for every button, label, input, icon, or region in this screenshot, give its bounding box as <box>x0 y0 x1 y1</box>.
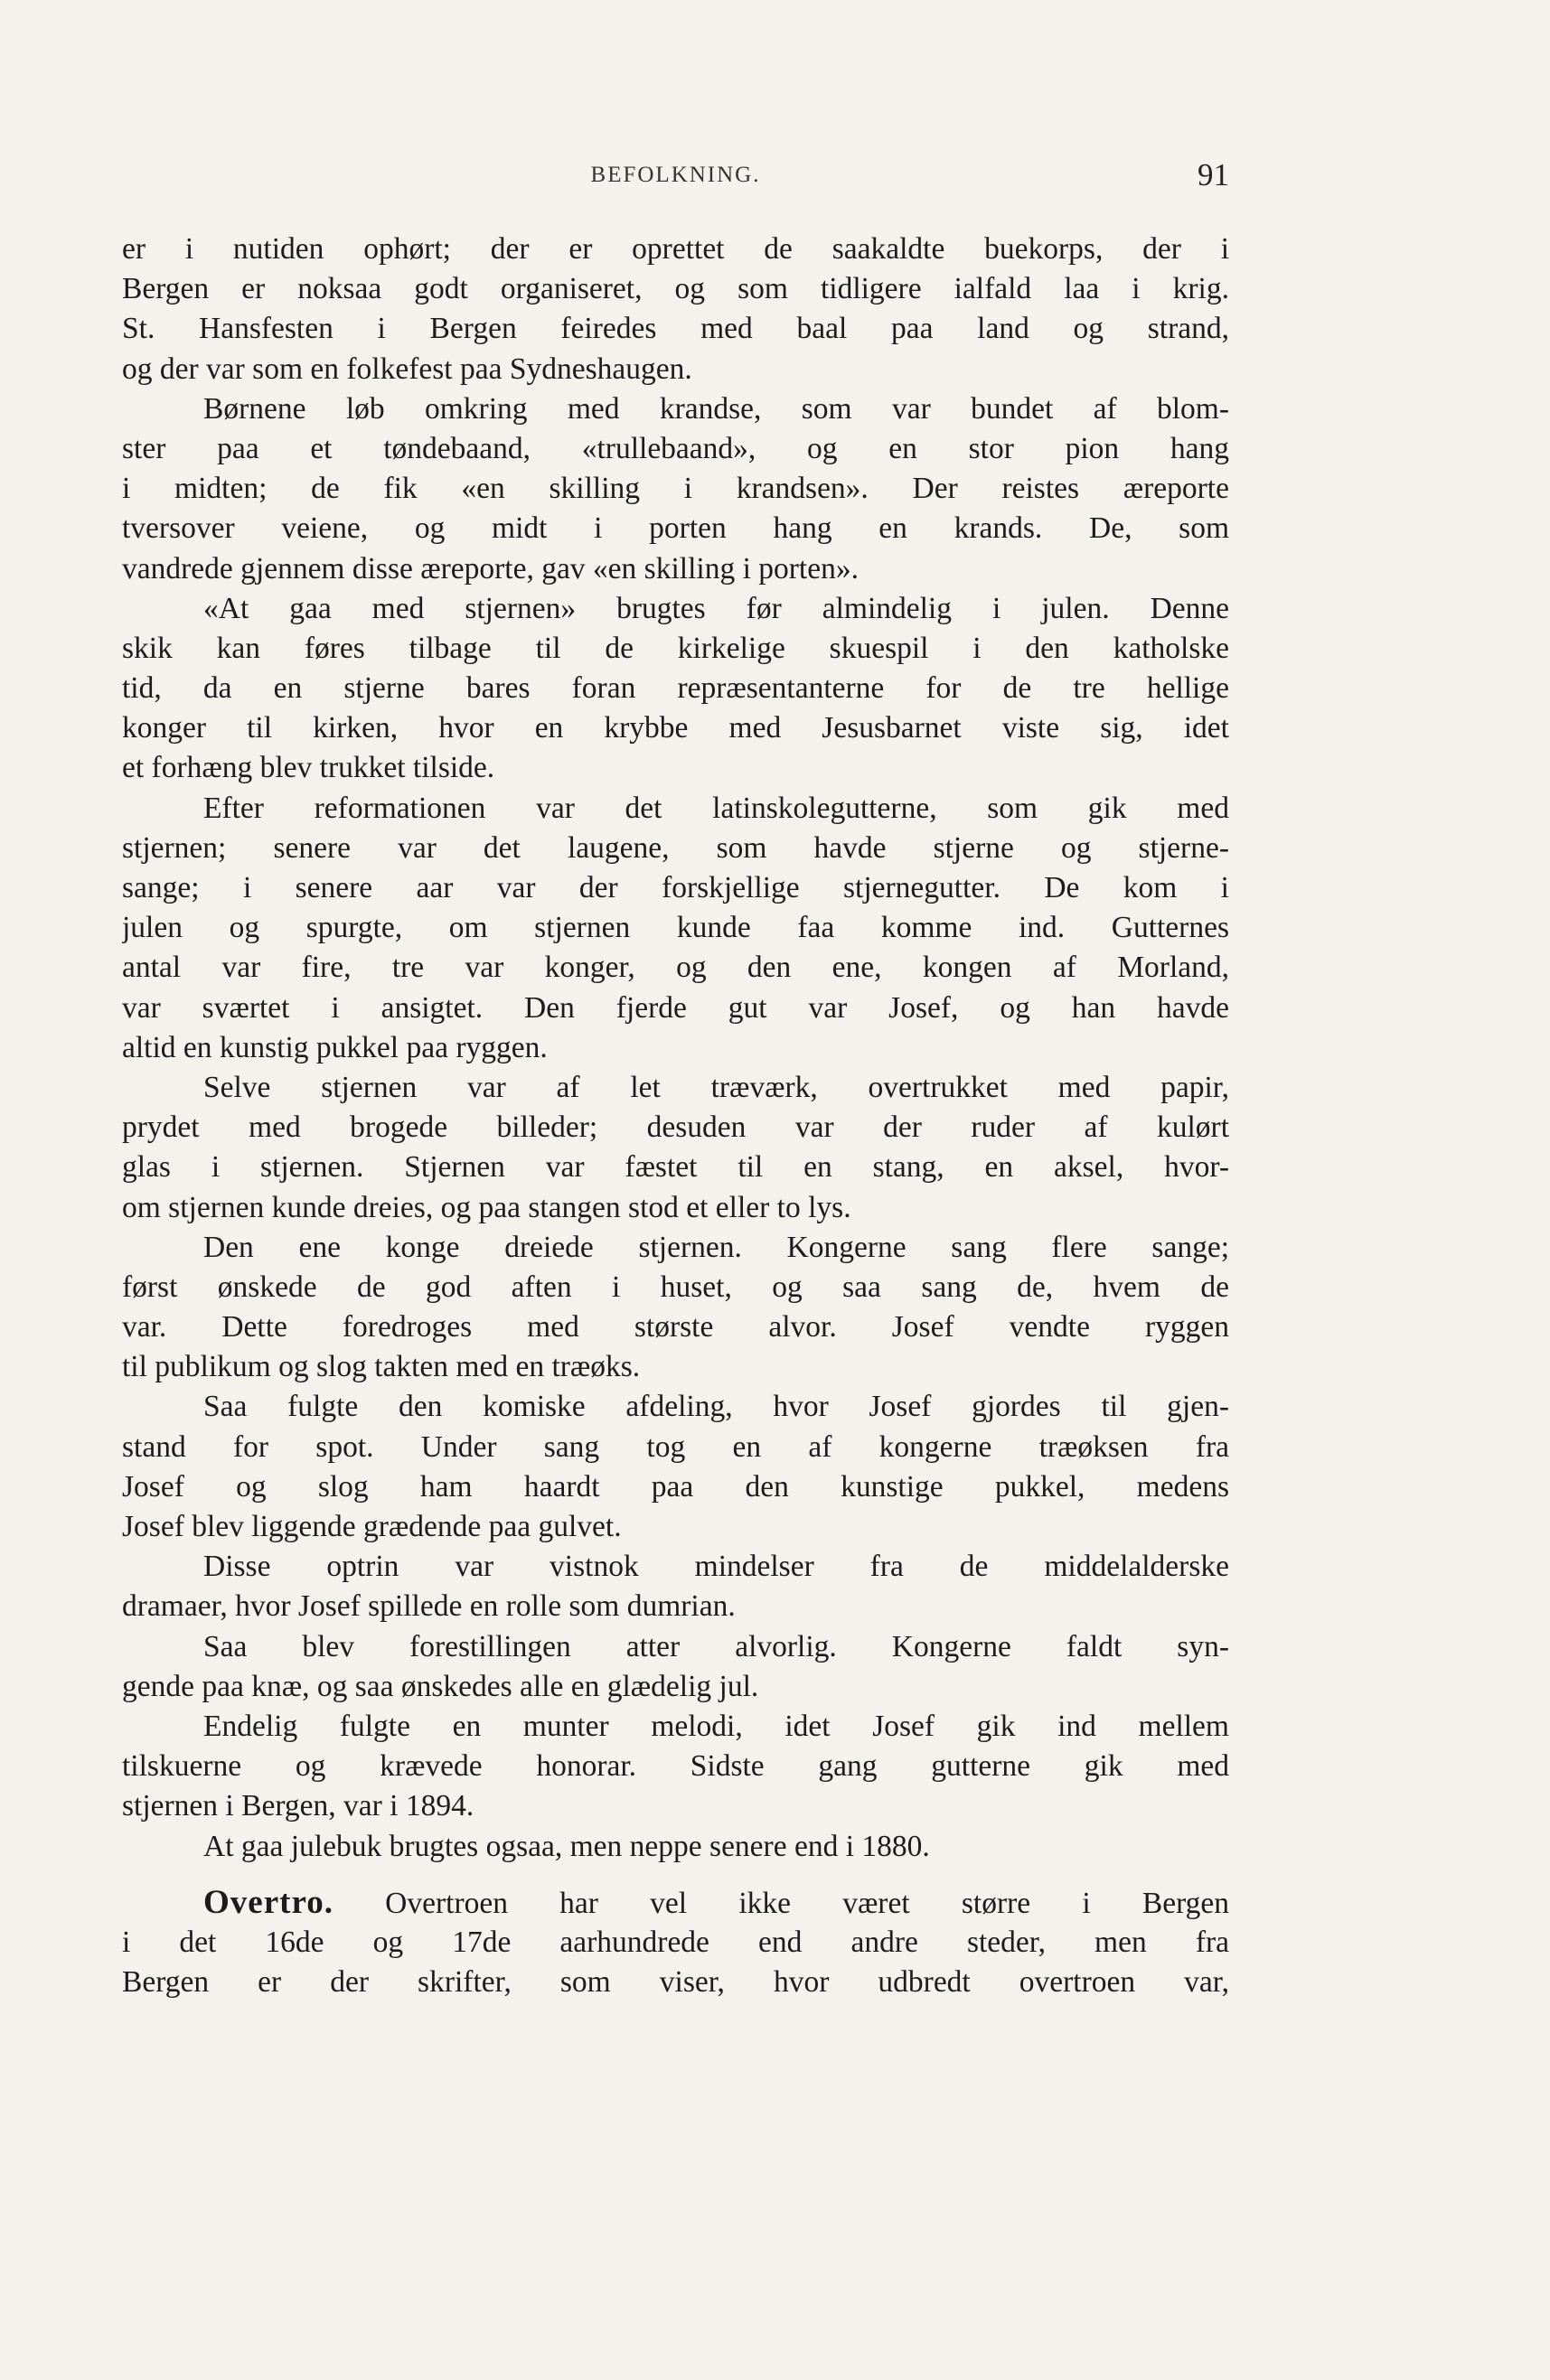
text-line: St. Hansfesten i Bergen feiredes med baal paa land og strand, <box>122 312 1229 346</box>
text-line: stand for spot. Under sang tog en af kongerne træøksen fra <box>122 1429 1229 1464</box>
text-line: julen og spurgte, om stjernen kunde faa komme ind. Gutternes <box>122 911 1229 945</box>
paragraph <box>122 1068 1229 1228</box>
section-gap <box>122 1867 1229 1883</box>
paragraph <box>122 230 1229 389</box>
text-line <box>122 1883 1229 1923</box>
section-heading: Overtro. <box>203 1883 333 1921</box>
text-line: Saa blev forestillingen atter alvorlig. Kongerne faldt syn- <box>203 1629 1229 1663</box>
text-line: Selve stjernen var af let træværk, overtrukket med papir, <box>203 1070 1229 1104</box>
paragraph <box>122 1627 1229 1707</box>
page-number: 91 <box>1198 157 1229 192</box>
text-line: Bergen er der skrifter, som viser, hvor udbredt overtroen var, <box>122 1965 1229 2000</box>
text-line: stjernen; senere var det laugene, som havde stjerne og stjerne- <box>122 830 1229 865</box>
text-line: er i nutiden ophørt; der er oprettet de saakaldte buekorps, der i <box>122 232 1229 266</box>
text-line: altid en kunstig pukkel paa ryggen. <box>122 1030 548 1064</box>
text-line: glas i stjernen. Stjernen var fæstet til en stang, en aksel, hvor- <box>122 1150 1229 1185</box>
text-line: og der var som en folkefest paa Sydneshaugen. <box>122 351 692 386</box>
text-line: stjernen i Bergen, var i 1894. <box>122 1789 474 1823</box>
paragraph <box>122 589 1229 789</box>
text-line: Børnene løb omkring med krandse, som var bundet af blom- <box>203 391 1229 426</box>
paragraph <box>122 1547 1229 1626</box>
text-line: Josef blev liggende grædende paa gulvet. <box>122 1510 622 1543</box>
page-header <box>122 157 1229 208</box>
text-line: Saa fulgte den komiske afdeling, hvor Josef gjordes til gjen- <box>203 1390 1229 1424</box>
text-line: Disse optrin var vistnok mindelser fra de middelalderske <box>203 1550 1229 1584</box>
text-line: ster paa et tøndebaand, «trullebaand», og en stor pion hang <box>122 431 1229 465</box>
text-line: tid, da en stjerne bares foran repræsentanterne for de tre hellige <box>122 671 1229 706</box>
text-line: først ønskede de god aften i huset, og saa sang de, hvem de <box>122 1270 1229 1304</box>
text-line: gende paa knæ, og saa ønskedes alle en glædelig jul. <box>122 1669 759 1703</box>
text-line: dramaer, hvor Josef spillede en rolle som dumrian. <box>122 1589 736 1624</box>
text-line: et forhæng blev trukket tilside. <box>122 751 495 785</box>
text-line: prydet med brogede billeder; desuden var der ruder af kulørt <box>122 1110 1229 1145</box>
text-line: i midten; de fik «en skilling i krandsen». Der reistes æreporte <box>122 472 1229 506</box>
text-line: sange; i senere aar var der forskjellige stjernegutter. De kom i <box>122 871 1229 904</box>
paragraph <box>122 1387 1229 1547</box>
paragraph <box>122 1228 1229 1388</box>
text-line: vandrede gjennem disse æreporte, gav «en skilling i porten». <box>122 551 859 586</box>
text-line: Josef og slog ham haardt paa den kunstige pukkel, medens <box>122 1469 1229 1504</box>
paragraph <box>122 1707 1229 1827</box>
paragraph <box>122 1827 1229 1867</box>
text-line: «At gaa med stjernen» brugtes før almindelig i julen. Denne <box>203 591 1229 625</box>
text-line: At gaa julebuk brugtes ogsaa, men neppe senere end i 1880. <box>203 1829 930 1863</box>
paragraph <box>122 789 1229 1068</box>
text-line: skik kan føres tilbage til de kirkelige skuespil i den katholske <box>122 631 1229 665</box>
text-line: konger til kirken, hvor en krybbe med Jesusbarnet viste sig, idet <box>122 711 1229 745</box>
running-head: BEFOLKNING. <box>590 163 761 187</box>
text-line: tversover veiene, og midt i porten hang en krands. De, som <box>122 511 1229 546</box>
text-line: tilskuerne og krævede honorar. Sidste gang gutterne gik med <box>122 1749 1229 1784</box>
text-line: var. Dette foredroges med største alvor. Josef vendte ryggen <box>122 1310 1229 1345</box>
text-line: Den ene konge dreiede stjernen. Kongerne sang flere sange; <box>203 1230 1229 1264</box>
text-line: i det 16de og 17de aarhundrede end andre steder, men fra <box>122 1925 1229 1959</box>
paragraph <box>122 389 1229 589</box>
text-line: Endelig fulgte en munter melodi, idet Josef gik ind mellem <box>203 1709 1229 1743</box>
section-overtro <box>122 1883 1229 2003</box>
text-line: om stjernen kunde dreies, og paa stangen stod et eller to lys. <box>122 1190 851 1224</box>
text-line: antal var fire, tre var konger, og den ene, kongen af Morland, <box>122 951 1229 985</box>
text-line: Bergen er noksaa godt organiseret, og som tidligere ialfald laa i krig. <box>122 272 1229 306</box>
text-line: var sværtet i ansigtet. Den fjerde gut var Josef, og han havde <box>122 990 1229 1025</box>
section-first-line-text: Overtroen har vel ikke været større i Bergen <box>385 1886 1229 1920</box>
text-line: Efter reformationen var det latinskolegutterne, som gik med <box>203 791 1229 825</box>
text-line: til publikum og slog takten med en træøks. <box>122 1350 641 1384</box>
body-text <box>122 230 1229 2002</box>
